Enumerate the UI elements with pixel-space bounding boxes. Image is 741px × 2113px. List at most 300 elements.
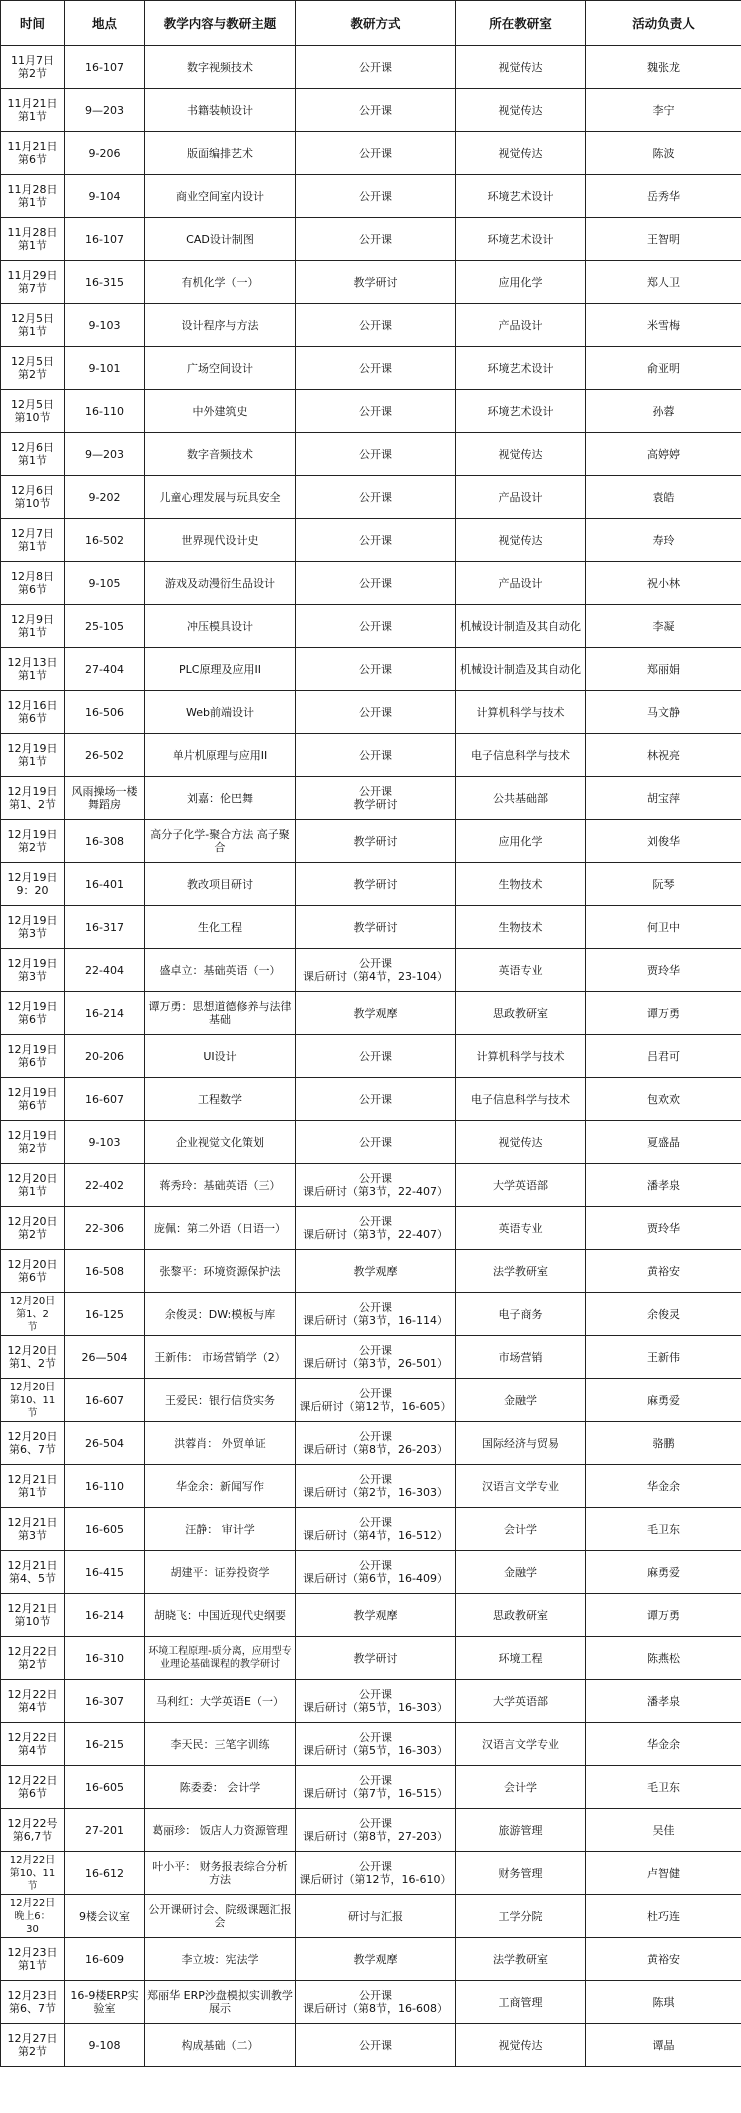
cell-dept: 机械设计制造及其自动化 <box>456 648 586 691</box>
table-row <box>1 949 741 992</box>
cell-place: 16-612 <box>65 1852 145 1895</box>
cell-time-line: 第6,7节 <box>12 1830 53 1843</box>
cell-method-line: 公开课 <box>359 1092 392 1106</box>
cell-time <box>1 1293 65 1336</box>
cell-dept: 机械设计制造及其自动化 <box>456 605 586 648</box>
cell-time-line: 第6节 <box>18 712 47 725</box>
cell-time-line: 第4、5节 <box>9 1572 56 1585</box>
cell-time-line: 第6节 <box>18 1056 47 1069</box>
cell-time <box>1 1035 65 1078</box>
cell-dept: 国际经济与贸易 <box>456 1422 586 1465</box>
cell-method-line: 公开课 <box>359 361 392 375</box>
cell-dept: 汉语言文学专业 <box>456 1723 586 1766</box>
header-lead: 活动负责人 <box>586 1 741 46</box>
cell-place: 27-201 <box>65 1809 145 1852</box>
cell-method-line: 公开课 <box>359 1516 392 1529</box>
cell-topic: 洪蓉肖： 外贸单证 <box>145 1422 296 1465</box>
cell-method <box>296 605 456 648</box>
cell-time-line: 第2节 <box>18 67 47 80</box>
cell-topic: 工程数学 <box>145 1078 296 1121</box>
cell-dept: 产品设计 <box>456 304 586 347</box>
header-time: 时间 <box>1 1 65 46</box>
cell-lead: 包欢欢 <box>586 1078 741 1121</box>
cell-topic: 李天民：三笔字训练 <box>145 1723 296 1766</box>
cell-dept: 旅游管理 <box>456 1809 586 1852</box>
cell-time-line: 节 <box>27 1321 38 1333</box>
table-row <box>1 1078 741 1121</box>
cell-dept: 思政教研室 <box>456 1594 586 1637</box>
cell-dept: 视觉传达 <box>456 46 586 89</box>
table-row <box>1 1981 741 2024</box>
cell-dept: 金融学 <box>456 1551 586 1594</box>
cell-time <box>1 992 65 1035</box>
table-row <box>1 820 741 863</box>
cell-time <box>1 132 65 175</box>
cell-time <box>1 519 65 562</box>
cell-topic: 葛丽珍： 饭店人力资源管理 <box>145 1809 296 1852</box>
table-row <box>1 691 741 734</box>
cell-time-line: 12月13日 <box>7 656 58 669</box>
cell-time-line: 第1节 <box>18 755 47 768</box>
cell-place: 9-103 <box>65 1121 145 1164</box>
cell-method <box>296 691 456 734</box>
cell-time-line: 第2节 <box>18 2045 47 2058</box>
cell-time <box>1 777 65 820</box>
cell-method <box>296 390 456 433</box>
cell-dept: 汉语言文学专业 <box>456 1465 586 1508</box>
cell-method <box>296 648 456 691</box>
cell-time-line: 第1节 <box>18 454 47 467</box>
table-row <box>1 1422 741 1465</box>
header-row <box>1 1 741 46</box>
cell-method <box>296 1809 456 1852</box>
cell-method <box>296 949 456 992</box>
cell-time <box>1 820 65 863</box>
cell-lead: 华金余 <box>586 1723 741 1766</box>
cell-time <box>1 476 65 519</box>
cell-time-line: 第3节 <box>18 970 47 983</box>
cell-lead: 阮琴 <box>586 863 741 906</box>
cell-time <box>1 304 65 347</box>
cell-time-line: 12月20日 <box>7 1430 58 1443</box>
cell-lead: 孙蓉 <box>586 390 741 433</box>
table-row <box>1 1594 741 1637</box>
cell-place: 9-104 <box>65 175 145 218</box>
cell-topic: 中外建筑史 <box>145 390 296 433</box>
cell-place: 16-502 <box>65 519 145 562</box>
cell-method-line: 公开课 <box>359 1774 392 1787</box>
cell-dept: 市场营销 <box>456 1336 586 1379</box>
table-row <box>1 1809 741 1852</box>
table-row <box>1 1938 741 1981</box>
cell-topic: 张黎平：环境资源保护法 <box>145 1250 296 1293</box>
cell-time <box>1 1723 65 1766</box>
cell-lead: 何卫中 <box>586 906 741 949</box>
cell-method <box>296 433 456 476</box>
cell-time <box>1 1078 65 1121</box>
cell-method-line: 教学研讨 <box>353 920 398 934</box>
cell-lead: 陈波 <box>586 132 741 175</box>
cell-topic: 单片机原理与应用II <box>145 734 296 777</box>
cell-time <box>1 605 65 648</box>
cell-method-line: 公开课 <box>359 447 392 461</box>
cell-method <box>296 1379 456 1422</box>
header-method: 教研方式 <box>296 1 456 46</box>
table-row <box>1 605 741 648</box>
cell-method-line: 公开课 <box>359 1430 392 1443</box>
cell-topic: 王爱民：银行信贷实务 <box>145 1379 296 1422</box>
cell-dept: 应用化学 <box>456 261 586 304</box>
cell-dept: 环境艺术设计 <box>456 175 586 218</box>
table-row <box>1 863 741 906</box>
cell-lead: 陈琪 <box>586 1981 741 2024</box>
table-row <box>1 1766 741 1809</box>
header-place: 地点 <box>65 1 145 46</box>
cell-method <box>296 1680 456 1723</box>
table-row <box>1 1508 741 1551</box>
cell-method <box>296 476 456 519</box>
cell-time <box>1 1508 65 1551</box>
cell-place: 16-125 <box>65 1293 145 1336</box>
cell-lead: 王新伟 <box>586 1336 741 1379</box>
cell-lead: 刘俊华 <box>586 820 741 863</box>
cell-time <box>1 1637 65 1680</box>
cell-method-line: 公开课 <box>359 619 392 633</box>
cell-topic: PLC原理及应用II <box>145 648 296 691</box>
cell-method-line: 课后研讨（第8节，16-608） <box>303 2002 448 2015</box>
cell-topic: 世界现代设计史 <box>145 519 296 562</box>
cell-lead: 陈燕松 <box>586 1637 741 1680</box>
cell-method <box>296 218 456 261</box>
cell-time-line: 第1节 <box>18 110 47 123</box>
cell-time-line: 12月6日 <box>11 484 54 497</box>
cell-time-line: 第2节 <box>18 841 47 854</box>
cell-method-line: 公开课 <box>359 1301 392 1314</box>
table-row <box>1 1637 741 1680</box>
cell-time <box>1 1938 65 1981</box>
cell-time-line: 第1节 <box>18 239 47 252</box>
cell-place: 16-214 <box>65 992 145 1035</box>
cell-place: 9楼会议室 <box>65 1895 145 1938</box>
cell-topic: 构成基础（二） <box>145 2024 296 2067</box>
table-row <box>1 1465 741 1508</box>
cell-method-line: 课后研讨（第8节，27-203） <box>303 1830 448 1843</box>
cell-method-line: 教学观摩 <box>353 1006 398 1020</box>
cell-time-line: 第3节 <box>18 1529 47 1542</box>
cell-topic: 书籍装帧设计 <box>145 89 296 132</box>
cell-time-line: 11月21日 <box>7 97 58 110</box>
cell-dept: 视觉传达 <box>456 2024 586 2067</box>
cell-dept: 环境艺术设计 <box>456 218 586 261</box>
cell-time <box>1 1895 65 1938</box>
cell-lead: 华金余 <box>586 1465 741 1508</box>
cell-method <box>296 46 456 89</box>
table-row <box>1 46 741 89</box>
cell-method-line: 教学观摩 <box>353 1264 398 1278</box>
cell-method-line: 公开课 <box>359 404 392 418</box>
cell-place: 20-206 <box>65 1035 145 1078</box>
cell-lead: 麻勇爱 <box>586 1551 741 1594</box>
cell-time-line: 12月9日 <box>11 613 54 626</box>
cell-place: 9-202 <box>65 476 145 519</box>
cell-time <box>1 1121 65 1164</box>
cell-place: 9—203 <box>65 433 145 476</box>
cell-time <box>1 1250 65 1293</box>
table-row <box>1 476 741 519</box>
cell-dept: 会计学 <box>456 1508 586 1551</box>
cell-place: 16-317 <box>65 906 145 949</box>
cell-time-line: 第6节 <box>18 1013 47 1026</box>
cell-time <box>1 1981 65 2024</box>
cell-method <box>296 519 456 562</box>
table-row <box>1 1336 741 1379</box>
cell-time-line: 第2节 <box>18 1142 47 1155</box>
table-row <box>1 347 741 390</box>
cell-method-line: 教学观摩 <box>353 1952 398 1966</box>
cell-time-line: 12月19日 <box>7 957 58 970</box>
cell-time-line: 12月23日 <box>7 1946 58 1959</box>
cell-time-line: 12月20日 <box>7 1215 58 1228</box>
cell-place: 16-9楼ERP实验室 <box>65 1981 145 2024</box>
cell-lead: 夏盛晶 <box>586 1121 741 1164</box>
cell-place: 9-206 <box>65 132 145 175</box>
cell-lead: 王智明 <box>586 218 741 261</box>
cell-method-line: 课后研讨（第8节，26-203） <box>303 1443 448 1456</box>
cell-topic: 华金余：新闻写作 <box>145 1465 296 1508</box>
cell-method <box>296 734 456 777</box>
cell-topic: 版面编排艺术 <box>145 132 296 175</box>
cell-method-line: 公开课 <box>359 1049 392 1063</box>
cell-lead: 胡宝萍 <box>586 777 741 820</box>
cell-place: 16-107 <box>65 218 145 261</box>
cell-time-line: 第3节 <box>18 927 47 940</box>
cell-method-line: 教学研讨 <box>353 275 398 289</box>
cell-time-line: 12月22日 <box>7 1645 58 1658</box>
cell-method-line: 教学研讨 <box>353 1651 398 1665</box>
table-row <box>1 1250 741 1293</box>
cell-time-line: 第6节 <box>18 1787 47 1800</box>
cell-topic: 刘嘉：伦巴舞 <box>145 777 296 820</box>
cell-dept: 视觉传达 <box>456 89 586 132</box>
cell-method-line: 公开课 <box>359 1135 392 1149</box>
cell-time <box>1 1164 65 1207</box>
cell-time-line: 12月22日 <box>7 1774 58 1787</box>
cell-method-line: 课后研讨（第5节，16-303） <box>303 1701 448 1714</box>
table-row <box>1 648 741 691</box>
cell-topic: 李立坡：宪法学 <box>145 1938 296 1981</box>
cell-lead: 卢智健 <box>586 1852 741 1895</box>
cell-time-line: 第7节 <box>18 282 47 295</box>
cell-time-line: 12月22日 <box>9 1854 56 1866</box>
cell-time <box>1 218 65 261</box>
cell-dept: 应用化学 <box>456 820 586 863</box>
cell-place: 16-110 <box>65 1465 145 1508</box>
cell-lead: 杜巧连 <box>586 1895 741 1938</box>
cell-lead: 岳秀华 <box>586 175 741 218</box>
cell-time-line: 12月22日 <box>7 1688 58 1701</box>
cell-time-line: 第1、2节 <box>9 1357 56 1370</box>
cell-topic: 谭万勇：思想道德修养与法律基础 <box>145 992 296 1035</box>
cell-topic: 叶小平： 财务报表综合分析方法 <box>145 1852 296 1895</box>
cell-method <box>296 1422 456 1465</box>
cell-lead: 潘孝泉 <box>586 1680 741 1723</box>
cell-method-line: 公开课 <box>359 1731 392 1744</box>
cell-method <box>296 1938 456 1981</box>
cell-time-line: 第2节 <box>18 1658 47 1671</box>
cell-method <box>296 2024 456 2067</box>
cell-dept: 视觉传达 <box>456 1121 586 1164</box>
cell-time <box>1 863 65 906</box>
cell-topic: 生化工程 <box>145 906 296 949</box>
cell-time-line: 12月19日 <box>7 742 58 755</box>
header-dept: 所在教研室 <box>456 1 586 46</box>
cell-time <box>1 734 65 777</box>
cell-time-line: 12月20日 <box>9 1295 56 1307</box>
cell-time <box>1 1551 65 1594</box>
cell-place: 25-105 <box>65 605 145 648</box>
cell-method <box>296 1852 456 1895</box>
cell-place: 9—203 <box>65 89 145 132</box>
table-row <box>1 562 741 605</box>
cell-dept: 电子商务 <box>456 1293 586 1336</box>
cell-method-line: 课后研讨（第6节，16-409） <box>303 1572 448 1585</box>
cell-time-line: 第10节 <box>14 411 51 424</box>
table-row <box>1 519 741 562</box>
cell-method <box>296 1981 456 2024</box>
cell-lead: 李凝 <box>586 605 741 648</box>
cell-method-line: 公开课 <box>359 1860 392 1873</box>
cell-lead: 吴佳 <box>586 1809 741 1852</box>
cell-dept: 财务管理 <box>456 1852 586 1895</box>
cell-method <box>296 777 456 820</box>
cell-dept: 生物技术 <box>456 863 586 906</box>
cell-method-line: 公开课 <box>359 1559 392 1572</box>
cell-lead: 黄裕安 <box>586 1250 741 1293</box>
cell-method-line: 课后研讨（第4节，16-512） <box>303 1529 448 1542</box>
cell-topic: 企业视觉文化策划 <box>145 1121 296 1164</box>
cell-place: 16-605 <box>65 1508 145 1551</box>
cell-time-line: 第1节 <box>18 1959 47 1972</box>
table-row <box>1 1723 741 1766</box>
cell-dept: 法学教研室 <box>456 1938 586 1981</box>
cell-place: 16-107 <box>65 46 145 89</box>
cell-time-line: 12月5日 <box>11 398 54 411</box>
cell-topic: 商业空间室内设计 <box>145 175 296 218</box>
cell-lead: 米雪梅 <box>586 304 741 347</box>
cell-time-line: 12月7日 <box>11 527 54 540</box>
cell-method <box>296 1508 456 1551</box>
cell-method <box>296 1121 456 1164</box>
cell-lead: 谭晶 <box>586 2024 741 2067</box>
cell-time-line: 12月20日 <box>7 1258 58 1271</box>
cell-dept: 电子信息科学与技术 <box>456 1078 586 1121</box>
cell-topic: 庞佩：第二外语（日语一） <box>145 1207 296 1250</box>
cell-lead: 马文静 <box>586 691 741 734</box>
cell-time-line: 12月21日 <box>7 1473 58 1486</box>
cell-time-line: 第2节 <box>18 368 47 381</box>
cell-method <box>296 89 456 132</box>
cell-lead: 黄裕安 <box>586 1938 741 1981</box>
cell-time-line: 第1节 <box>18 669 47 682</box>
cell-time-line: 11月28日 <box>7 183 58 196</box>
table-row <box>1 1680 741 1723</box>
cell-lead: 郑丽娟 <box>586 648 741 691</box>
cell-time-line: 11月21日 <box>7 140 58 153</box>
cell-place: 16-110 <box>65 390 145 433</box>
cell-time-line: 12月20日 <box>7 1172 58 1185</box>
cell-time <box>1 949 65 992</box>
cell-method-line: 公开课 <box>359 662 392 676</box>
table-row <box>1 261 741 304</box>
cell-dept: 大学英语部 <box>456 1164 586 1207</box>
cell-method <box>296 1293 456 1336</box>
cell-lead: 谭万勇 <box>586 992 741 1035</box>
cell-method <box>296 820 456 863</box>
table-row <box>1 1293 741 1336</box>
cell-lead: 李宁 <box>586 89 741 132</box>
cell-time-line: 12月27日 <box>7 2032 58 2045</box>
cell-topic: 马利红：大学英语E（一） <box>145 1680 296 1723</box>
cell-topic: 广场空间设计 <box>145 347 296 390</box>
cell-method <box>296 1164 456 1207</box>
cell-dept: 环境工程 <box>456 1637 586 1680</box>
cell-place: 16-310 <box>65 1637 145 1680</box>
cell-method-line: 公开课 <box>359 60 392 74</box>
cell-place: 16-214 <box>65 1594 145 1637</box>
cell-place: 16-315 <box>65 261 145 304</box>
cell-dept: 环境艺术设计 <box>456 390 586 433</box>
cell-method-line: 公开课 <box>359 232 392 246</box>
cell-time-line: 12月19日 <box>7 828 58 841</box>
cell-time-line: 第1节 <box>18 540 47 553</box>
cell-method-line: 公开课 <box>359 1989 392 2002</box>
cell-dept: 思政教研室 <box>456 992 586 1035</box>
cell-time <box>1 390 65 433</box>
cell-lead: 吕君可 <box>586 1035 741 1078</box>
cell-lead: 郑人卫 <box>586 261 741 304</box>
table-row <box>1 304 741 347</box>
cell-place: 22-306 <box>65 1207 145 1250</box>
cell-lead: 谭万勇 <box>586 1594 741 1637</box>
table-row <box>1 777 741 820</box>
cell-method-line: 课后研讨（第3节，22-407） <box>303 1228 448 1241</box>
header-topic: 教学内容与教研主题 <box>145 1 296 46</box>
table-row <box>1 1551 741 1594</box>
cell-time-line: 12月22号 <box>7 1817 58 1830</box>
cell-time-line: 第10、11 <box>9 1394 56 1406</box>
cell-time <box>1 1680 65 1723</box>
cell-dept: 视觉传达 <box>456 519 586 562</box>
table-row <box>1 1035 741 1078</box>
cell-method-line: 课后研讨（第3节，22-407） <box>303 1185 448 1198</box>
cell-time-line: 12月6日 <box>11 441 54 454</box>
cell-time-line: 第6节 <box>18 153 47 166</box>
cell-time <box>1 1766 65 1809</box>
cell-dept: 工商管理 <box>456 1981 586 2024</box>
cell-method <box>296 175 456 218</box>
cell-time-line: 第6节 <box>18 1271 47 1284</box>
cell-place: 9-103 <box>65 304 145 347</box>
cell-lead: 袁皓 <box>586 476 741 519</box>
cell-place: 22-402 <box>65 1164 145 1207</box>
cell-dept: 工学分院 <box>456 1895 586 1938</box>
cell-time-line: 12月23日 <box>7 1989 58 2002</box>
cell-time <box>1 648 65 691</box>
cell-time-line: 12月19日 <box>7 1043 58 1056</box>
cell-topic: 蒋秀玲：基础英语（三） <box>145 1164 296 1207</box>
table-row <box>1 132 741 175</box>
cell-dept: 生物技术 <box>456 906 586 949</box>
